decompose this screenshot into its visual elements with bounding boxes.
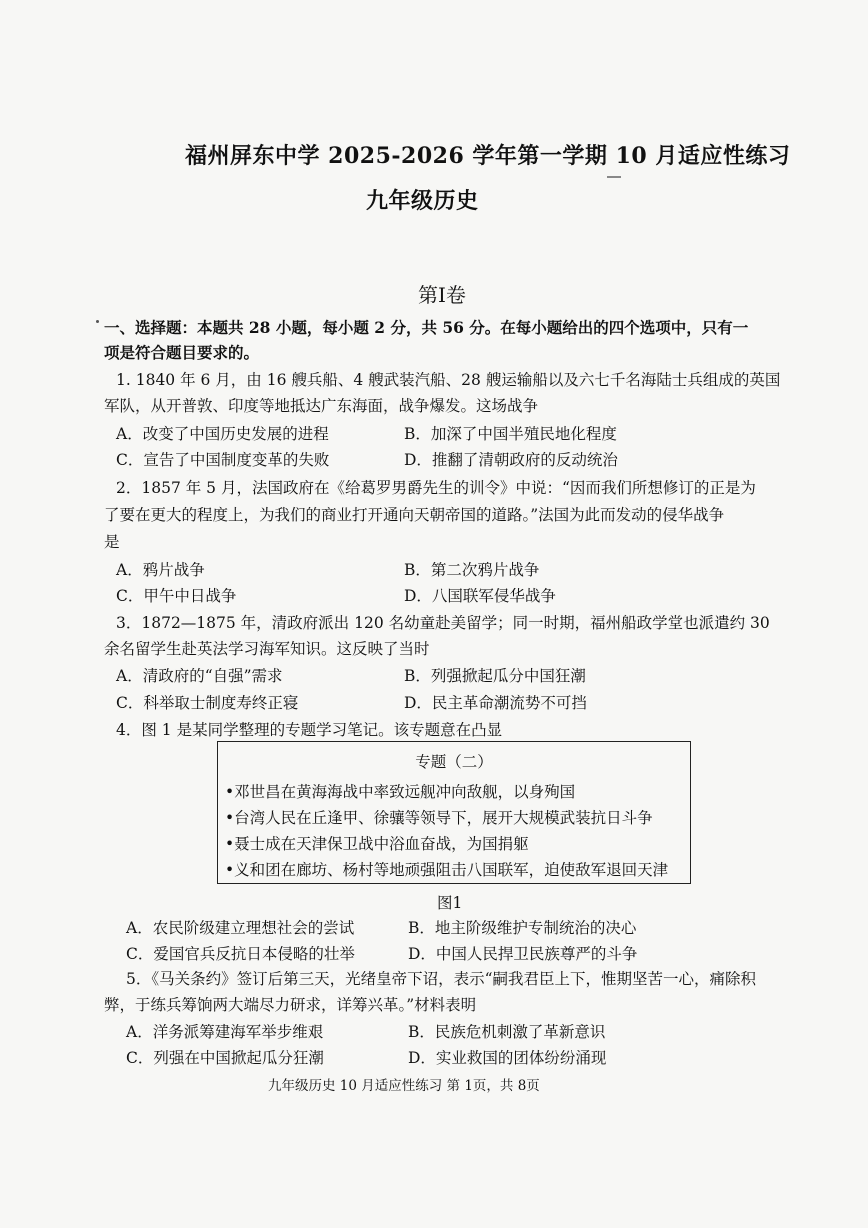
q5-stem-line1: 5．《马关条约》签订后第三天，光绪皇帝下诏，表示“嗣我君臣上下，惟期坚苦一心，痛除积 bbox=[126, 970, 757, 988]
q1-stem-line2: 军队，从开普敦、印度等地抵达广东海面，战争爆发。这场战争 bbox=[104, 397, 539, 415]
figure-caption: 图1 bbox=[437, 894, 463, 912]
q5-stem-line2: 弊，于练兵筹饷两大端尽力研求，详筹兴革。”材料表明 bbox=[104, 996, 477, 1014]
q2-option-b[interactable]: B．第二次鸦片战争 bbox=[404, 561, 540, 579]
figure-item-1: •邓世昌在黄海海战中率致远舰冲向敌舰，以身殉国 bbox=[225, 783, 576, 801]
section-heading-line1: 一、选择题：本题共 28 小题，每小题 2 分，共 56 分。在每小题给出的四个选项中，只有一 bbox=[104, 318, 749, 337]
figure-item-3: •聂士成在天津保卫战中浴血奋战，为国捐躯 bbox=[225, 835, 529, 853]
q4-option-a[interactable]: A．农民阶级建立理想社会的尝试 bbox=[126, 919, 355, 937]
q3-option-c[interactable]: C．科举取士制度寿终正寝 bbox=[116, 694, 299, 712]
q3-option-a[interactable]: A．清政府的“自强”需求 bbox=[116, 667, 283, 685]
q5-option-b[interactable]: B．民族危机刺激了革新意识 bbox=[408, 1023, 606, 1041]
q2-option-c[interactable]: C．甲午中日战争 bbox=[116, 587, 237, 605]
q4-option-c[interactable]: C．爱国官兵反抗日本侵略的壮举 bbox=[126, 945, 355, 963]
section-heading-line2: 项是符合题目要求的。 bbox=[104, 343, 260, 362]
figure-item-2: •台湾人民在丘逢甲、徐骧等领导下，展开大规模武装抗日斗争 bbox=[225, 809, 653, 827]
volume-label: 第Ⅰ卷 bbox=[418, 283, 466, 307]
q1-stem-line1: 1. 1840 年 6 月，由 16 艘兵船、4 艘武装汽船、28 艘运输船以及六七千名海陆士兵组成的英国 bbox=[116, 371, 781, 389]
q4-stem-line1: 4．图 1 是某同学整理的专题学习笔记。该专题意在凸显 bbox=[116, 721, 503, 739]
figure-item-4: •义和团在廊坊、杨村等地顽强阻击八国联军，迫使敌军退回天津 bbox=[225, 861, 669, 879]
q2-stem-line2: 了要在更大的程度上，为我们的商业打开通向天朝帝国的道路。”法国为此而发动的侵华战争 bbox=[104, 506, 725, 524]
q3-option-d[interactable]: D．民主革命潮流势不可挡 bbox=[404, 694, 587, 712]
q2-stem-line1: 2．1857 年 5 月，法国政府在《给葛罗男爵先生的训令》中说：“因而我们所想修订的正是为 bbox=[116, 479, 756, 497]
q5-option-c[interactable]: C．列强在中国掀起瓜分狂潮 bbox=[126, 1049, 324, 1067]
q4-option-b[interactable]: B．地主阶级维护专制统治的决心 bbox=[408, 919, 637, 937]
q1-option-c[interactable]: C．宣告了中国制度变革的失败 bbox=[116, 451, 330, 469]
q2-stem-line3: 是 bbox=[104, 533, 120, 551]
page-footer: 九年级历史 10 月适应性练习 第 1页，共 8页 bbox=[268, 1078, 540, 1094]
q4-option-d[interactable]: D．中国人民捍卫民族尊严的斗争 bbox=[408, 945, 638, 963]
q2-option-d[interactable]: D．八国联军侵华战争 bbox=[404, 587, 556, 605]
exam-subtitle: 九年级历史 bbox=[366, 188, 479, 214]
q3-stem-line2: 余名留学生赴英法学习海军知识。这反映了当时 bbox=[104, 640, 430, 658]
exam-title: 福州屏东中学 2025-2026 学年第一学期 10 月适应性练习 bbox=[185, 143, 791, 169]
scan-speck bbox=[607, 176, 621, 178]
q5-option-a[interactable]: A．洋务派筹建海军举步维艰 bbox=[126, 1023, 324, 1041]
scan-mark bbox=[96, 320, 99, 323]
q3-option-b[interactable]: B．列强掀起瓜分中国狂潮 bbox=[404, 667, 586, 685]
figure-box-title: 专题（二） bbox=[415, 753, 493, 771]
figure-1-box bbox=[217, 741, 691, 884]
q3-stem-line1: 3．1872—1875 年，清政府派出 120 名幼童赴美留学；同一时期，福州船政学堂也派遣约 30 bbox=[116, 614, 770, 632]
q1-option-a[interactable]: A．改变了中国历史发展的进程 bbox=[116, 425, 329, 443]
q5-option-d[interactable]: D．实业救国的团体纷纷涌现 bbox=[408, 1049, 607, 1067]
q1-option-d[interactable]: D．推翻了清朝政府的反动统治 bbox=[404, 451, 618, 469]
q1-option-b[interactable]: B．加深了中国半殖民地化程度 bbox=[404, 425, 617, 443]
q2-option-a[interactable]: A．鸦片战争 bbox=[116, 561, 205, 579]
